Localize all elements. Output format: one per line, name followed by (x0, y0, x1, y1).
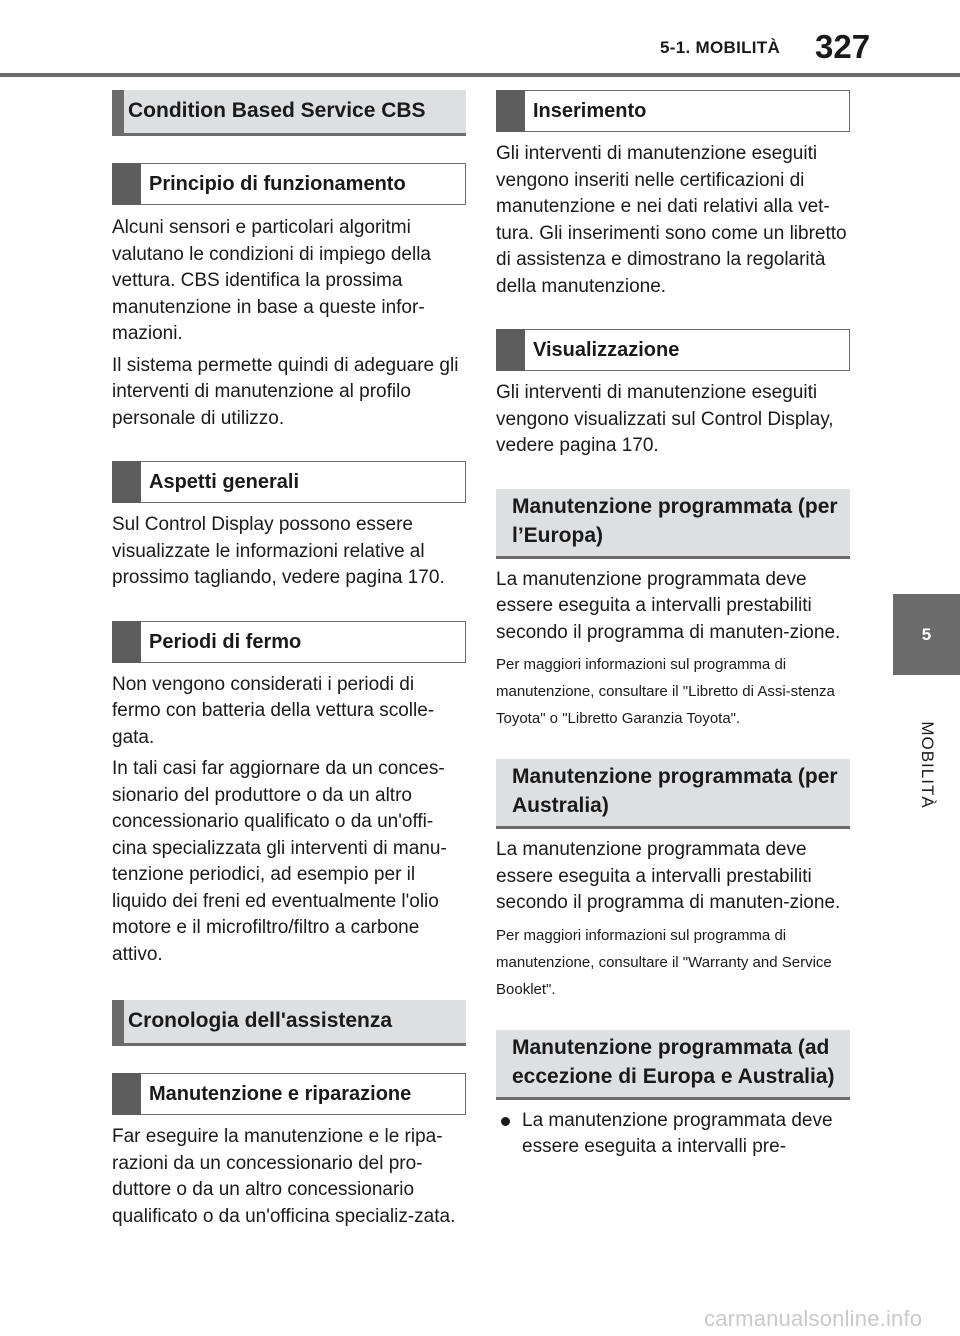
heading-bar (496, 329, 525, 371)
paragraph-aspetti-1: Sul Control Display possono essere visualizzate le informazioni relative al prossimo tagliando, vedere pagina 170. (112, 514, 445, 588)
note-europa: Per maggiori informazioni sul programma di manutenzione, consultare il "Libretto di Assi-stenza Toyota" o "Libretto Garanzia Toyota". (496, 656, 835, 727)
header-divider (0, 73, 960, 77)
heading-bar (112, 163, 141, 205)
right-column (496, 90, 850, 1161)
heading-periodi (112, 621, 466, 663)
heading-bar (112, 90, 124, 136)
chapter-tab-number: 5 (893, 594, 960, 675)
heading-bar (112, 1000, 124, 1046)
paragraph-periodi-2: In tali casi far aggiornare da un conces-sionario del produttore o da un altro concessionario qualificato o da un'offi-cina specializzata gli interventi di manu-tenzione periodici, ad esempio per il liquido dei freni ed eventualmente l'olio motore e il microfiltro/filtro a carbone attivo. (112, 758, 447, 965)
heading-bar (496, 90, 525, 132)
heading-cronologia-text: Cronologia dell'assistenza (128, 1009, 393, 1032)
heading-cbs-text: Condition Based Service CBS (128, 99, 426, 122)
heading-aspetti-text: Aspetti generali (149, 471, 300, 493)
paragraph-principio-2: Il sistema permette quindi di adeguare gli interventi di manutenzione al profilo personale di utilizzo. (112, 354, 459, 429)
heading-aspetti (112, 461, 466, 503)
paragraph-periodi-1: Non vengono considerati i periodi di fermo con batteria della vettura scolle-gata. (112, 673, 435, 748)
chapter-tab-label (893, 685, 960, 845)
heading-periodi-text: Periodi di fermo (149, 630, 302, 653)
heading-australia: Manutenzione programmata (per Australia) (496, 759, 850, 829)
heading-bar (112, 461, 141, 503)
heading-principio-text: Principio di funzionamento (149, 173, 406, 195)
heading-bar (112, 1073, 141, 1115)
heading-principio (112, 163, 466, 205)
heading-eccezione: Manutenzione programmata (ad eccezione di Europa e Australia) (496, 1030, 850, 1100)
watermark-text: carmanualsonline.info (704, 1306, 923, 1331)
list-item (496, 1108, 850, 1161)
paragraph-inserimento-1: Gli interventi di manutenzione eseguiti vengono inseriti nelle certificazioni di manutenzione e nei dati relativi alla vet-tura. Gli inserimenti sono come un libretto di assistenza e dimostrano la regolarità della manutenzione. (496, 143, 847, 297)
chapter-tab-label-text: MOBILITÀ (917, 721, 937, 809)
note-australia: Per maggiori informazioni sul programma di manutenzione, consultare il "Warranty and Service Booklet". (496, 926, 832, 998)
left-column (112, 90, 466, 1230)
heading-manutenzione-riparazione (112, 1073, 466, 1115)
bullet-icon (501, 1117, 510, 1126)
paragraph-australia-1: La manutenzione programmata deve essere eseguita a intervalli prestabiliti secondo il programma di manuten-zione. (496, 839, 841, 913)
heading-visualizzazione (496, 329, 850, 371)
page-number: 327 (815, 28, 871, 65)
heading-cbs (112, 90, 466, 136)
section-title: 5-1. MOBILITÀ (660, 38, 781, 57)
paragraph-europa-1: La manutenzione programmata deve essere eseguita a intervalli prestabiliti secondo il programma di manuten-zione. (496, 568, 841, 643)
heading-visualizzazione-text: Visualizzazione (533, 339, 680, 361)
paragraph-principio-1: Alcuni sensori e particolari algoritmi valutano le condizioni di impiego della vettura. CBS identifica la prossima manutenzione in base a queste infor-mazioni. (112, 217, 431, 344)
heading-cronologia (112, 1000, 466, 1046)
heading-europa: Manutenzione programmata (per l’Europa) (496, 489, 850, 559)
heading-manutenzione-text: Manutenzione e riparazione (149, 1083, 412, 1105)
paragraph-visualizzazione-1: Gli interventi di manutenzione eseguiti vengono visualizzati sul Control Display, vedere pagina 170. (496, 382, 834, 456)
paragraph-manutenzione-1: Far eseguire la manutenzione e le ripa-razioni da un concessionario del pro-duttore o da un altro concessionario qualificato o da un'officina specializ-zata. (112, 1126, 456, 1227)
list-item-text: La manutenzione programmata deve essere eseguita a intervalli pre- (522, 1109, 833, 1157)
heading-inserimento (496, 90, 850, 132)
heading-inserimento-text: Inserimento (533, 100, 647, 122)
heading-bar (112, 621, 141, 663)
